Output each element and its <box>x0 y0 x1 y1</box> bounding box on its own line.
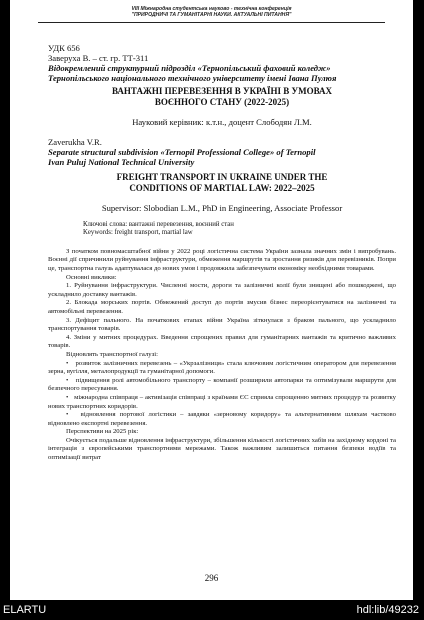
outlook-heading: Перспективи на 2025 рік: <box>66 428 139 436</box>
bullet-icon: • <box>66 393 75 401</box>
udc-code: УДК 656 <box>48 43 80 53</box>
handle-id: hdl:lib/49232 <box>356 604 419 616</box>
repository-footer <box>0 600 424 620</box>
challenge-item: 1. Руйнування інфраструктури. Численні мости, дороги та залізничні колії були знищені або пошкоджені, що ускладнило доставку вантажів. <box>48 282 396 298</box>
bullet-icon: • <box>66 411 81 419</box>
bullet-icon: • <box>66 359 76 367</box>
conference-header-line-2: "ПРИРОДНИЧІ ТА ГУМАНІТАРНІ НАУКИ. АКТУАЛЬНІ ПИТАННЯ" <box>131 12 292 19</box>
challenge-item: 4. Зміни у митних процедурах. Введення спрощених правил для гуманітарних вантажів та критично важливих товарів. <box>48 333 396 350</box>
article-body <box>48 43 396 463</box>
author-ua: Заверуха В. – ст. гр. ТТ-311 <box>48 53 149 63</box>
outlook-paragraph: Очікується подальше відновлення інфраструктури, збільшення кількості логістичних хабів на західному кордоні та інтеграція з європейськими транспортними мережами. Також важливим залишиться питання безпеки водіїв та оптимізації витрат <box>48 436 396 462</box>
affiliation-ua-line-1: Відокремлений структурний підрозділ «Тернопільський фаховий коледж» <box>48 63 331 73</box>
affiliation-en-line-1: Separate structural subdivision «Ternopil Professional College» of Ternopil <box>48 147 316 157</box>
keywords-en: Keywords: freight transport, martial law <box>83 229 193 237</box>
recovery-item: • міжнародна співпраця – активізація співпраці з країнами ЄС сприяла спрощенню митних процедур та розвитку нових транспортних коридорів. <box>48 393 396 410</box>
page-number: 296 <box>204 573 219 583</box>
supervisor-en: Supervisor: Slobodian L.M., PhD in Engineering, Associate Professor <box>101 203 343 213</box>
title-en-line-2: CONDITIONS OF MARTIAL LAW: 2022–2025 <box>129 182 315 193</box>
title-ua-line-1: ВАНТАЖНІ ПЕРЕВЕЗЕННЯ В УКРАЇНІ В УМОВАХ <box>111 86 333 96</box>
challenges-heading: Основні виклики: <box>66 273 117 281</box>
title-en-line-1: FREIGHT TRANSPORT IN UKRAINE UNDER THE <box>116 172 328 182</box>
bullet-icon: • <box>66 376 76 384</box>
recovery-item: • підвищення ролі автомобільного транспорту – компанії розширили автопарки та оптимізували маршрути для безпечного пересування. <box>48 376 397 393</box>
challenge-item: 2. Блокада морських портів. Обмежений доступ до портів змусив бізнес переорієнтуватися на залізничні та автомобільні перевезення. <box>48 299 396 315</box>
recovery-item: • розвиток залізничних перевезень – «Укрзалізниця» стала ключовим логістичним оператором для перевезення зерна, вугілля, металопродукції та гуманітарної допомоги. <box>48 359 396 376</box>
repository-name: ELARTU <box>3 604 47 616</box>
keywords-ua: Ключові слова: вантажні перевезення, воєнний стан <box>83 221 234 228</box>
recovery-item: • відновлення портової логістики – завдяки «зерновому коридору» та альтернативним шляхам частково відновлено експортні перевезення. <box>48 411 397 427</box>
affiliation-ua-line-2: Тернопільського національного технічного університету імені Івана Пулюя <box>48 73 337 83</box>
recovery-heading: Відновлять транспортної галузі: <box>66 350 158 358</box>
document-page <box>10 0 413 600</box>
conference-header <box>10 6 413 18</box>
affiliation-en-line-2: Ivan Puluj National Technical University <box>48 157 195 167</box>
challenge-item: 3. Дефіцит пального. На початкових етапах війни Україна зіткнулася з браком пального, що ускладнило транспортування товарів. <box>48 316 396 333</box>
supervisor-ua: Науковий керівник: к.т.н., доцент Слободян Л.М. <box>132 117 312 127</box>
conference-header-line-1: VIII Міжнародна студентська науково - технічна конференція <box>131 6 292 12</box>
title-ua-line-2: ВОЄННОГО СТАНУ (2022-2025) <box>154 96 290 107</box>
intro-paragraph: З початком повномасштабної війни у 2022 році логістична система України зазнала значних змін і випробувань. Воєнні дії спричинили руйнування інфраструктури, обмеження маршрутів та зростання ризиків для перевізників. Попри це, транспортна галузь адаптувалася до нових умов і продовжила забезпечувати економіку необхідними товарами. <box>48 247 396 272</box>
header-rule <box>38 22 385 23</box>
author-en: Zaverukha V.R. <box>48 137 102 147</box>
